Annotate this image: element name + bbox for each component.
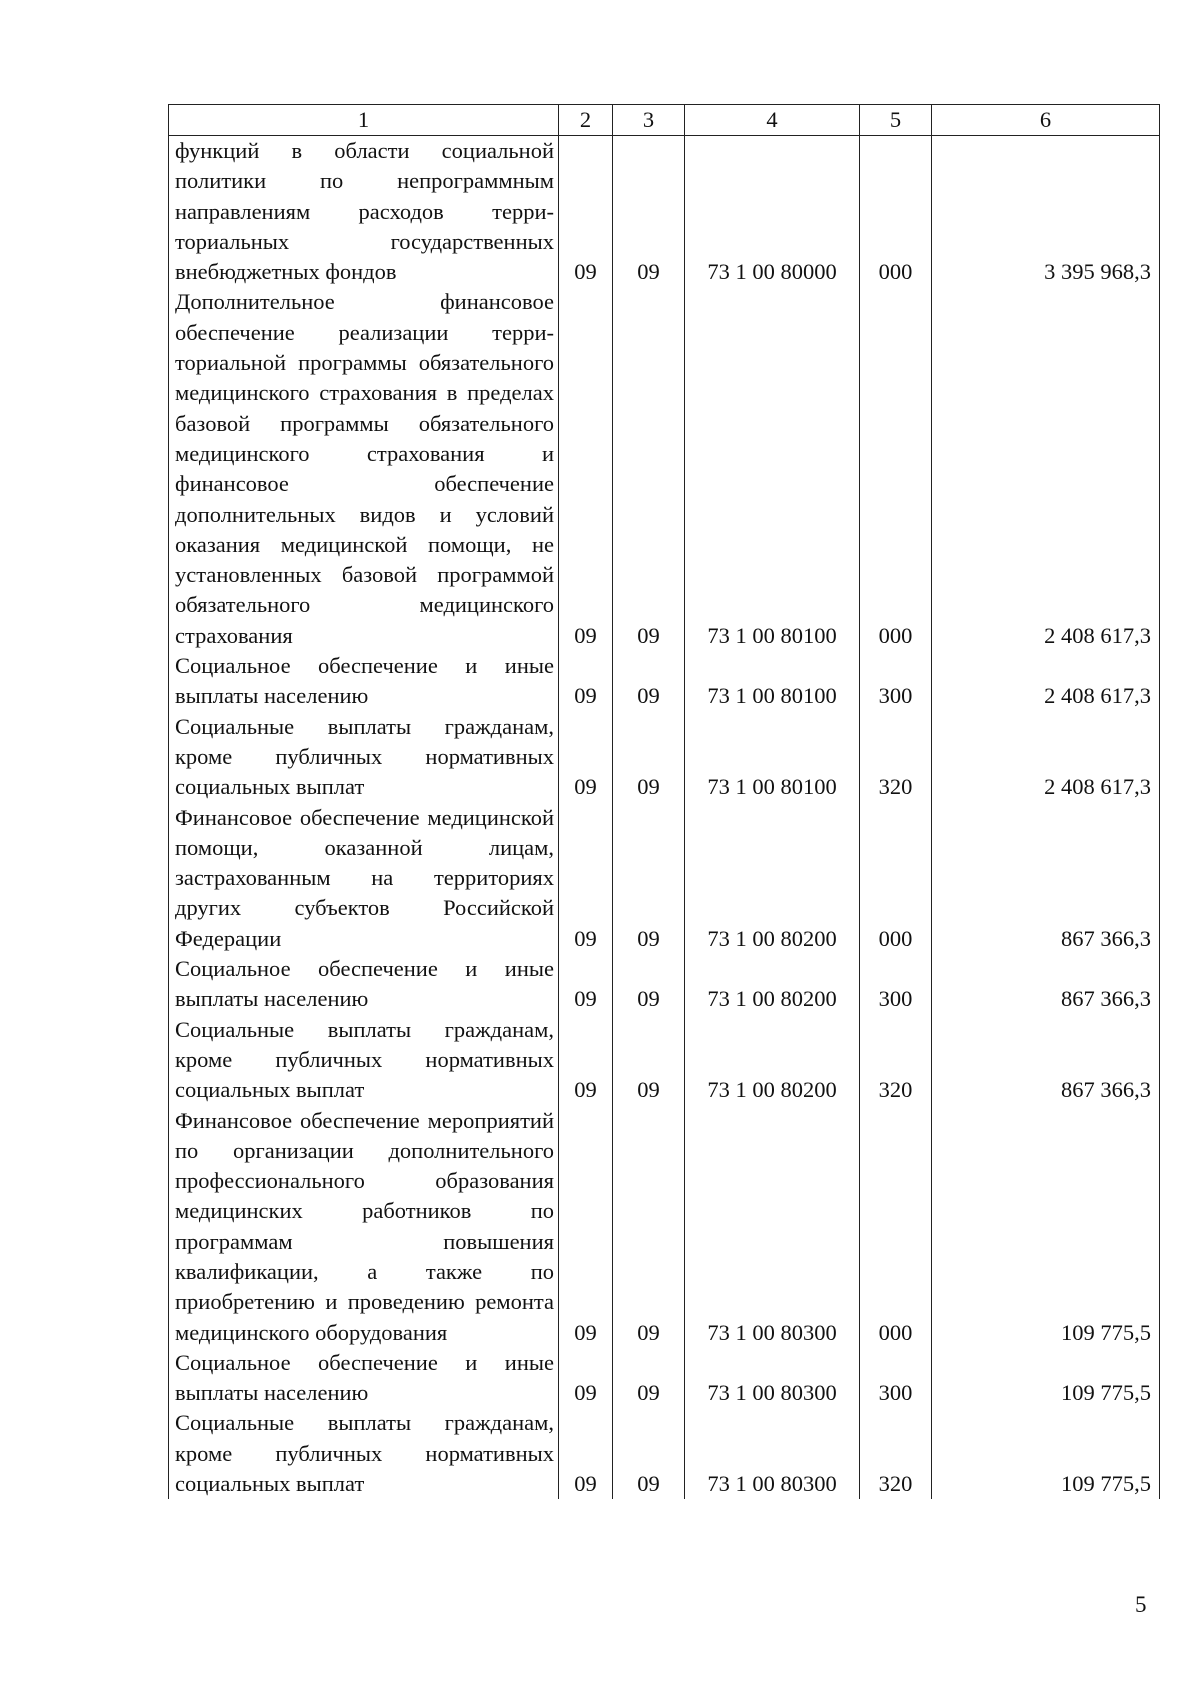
section-code: 09 (559, 712, 613, 803)
table-row (169, 954, 1160, 1015)
section-code: 09 (559, 803, 613, 954)
subsection-code: 09 (613, 712, 685, 803)
table-header-row (169, 105, 1160, 136)
expense-type-code: 320 (860, 1408, 932, 1499)
subsection-code: 09 (613, 287, 685, 651)
amount: 2 408 617,3 (932, 712, 1160, 803)
column-header: 1 (169, 105, 559, 136)
table-row (169, 287, 1160, 651)
section-code: 09 (559, 1015, 613, 1106)
target-article-code: 73 1 00 80100 (685, 287, 860, 651)
expense-type-code: 320 (860, 1015, 932, 1106)
target-article-code: 73 1 00 80200 (685, 803, 860, 954)
target-article-code: 73 1 00 80300 (685, 1348, 860, 1409)
expense-type-code: 300 (860, 1348, 932, 1409)
row-name: Финансовое обеспечение медицинской помощи, оказанной лицам, застрахованным на территориях других субъектов Российской Федерации (169, 803, 559, 954)
section-code: 09 (559, 651, 613, 712)
target-article-code: 73 1 00 80300 (685, 1408, 860, 1499)
column-header: 2 (559, 105, 613, 136)
amount: 867 366,3 (932, 803, 1160, 954)
expense-type-code: 000 (860, 287, 932, 651)
subsection-code: 09 (613, 803, 685, 954)
column-header: 5 (860, 105, 932, 136)
amount: 867 366,3 (932, 1015, 1160, 1106)
table-row (169, 651, 1160, 712)
row-name: Финансовое обеспечение мероприятий по организации дополнительного профессионального образования медицинских работников по программам повышения квалификации, а также по приобретению и проведению ремонта медицинского оборудования (169, 1106, 559, 1348)
table-row (169, 803, 1160, 954)
expense-type-code: 300 (860, 954, 932, 1015)
amount: 109 775,5 (932, 1106, 1160, 1348)
row-name: Социальное обеспечение и иные выплаты населению (169, 1348, 559, 1409)
row-name: Социальное обеспечение и иные выплаты населению (169, 954, 559, 1015)
row-name: Социальные выплаты гражданам, кроме публичных нормативных социальных выплат (169, 1408, 559, 1499)
target-article-code: 73 1 00 80100 (685, 651, 860, 712)
row-name: Социальные выплаты гражданам, кроме публичных нормативных социальных выплат (169, 1015, 559, 1106)
subsection-code: 09 (613, 1015, 685, 1106)
section-code: 09 (559, 136, 613, 288)
amount: 109 775,5 (932, 1408, 1160, 1499)
amount: 109 775,5 (932, 1348, 1160, 1409)
subsection-code: 09 (613, 1408, 685, 1499)
amount: 2 408 617,3 (932, 287, 1160, 651)
table-row (169, 1106, 1160, 1348)
section-code: 09 (559, 954, 613, 1015)
expense-type-code: 000 (860, 136, 932, 288)
target-article-code: 73 1 00 80300 (685, 1106, 860, 1348)
expense-type-code: 320 (860, 712, 932, 803)
row-name: функций в области социальной политики по непрограммным направлениям расходов территориальных государственных внебюджетных фондов (169, 136, 559, 288)
column-header: 4 (685, 105, 860, 136)
amount: 867 366,3 (932, 954, 1160, 1015)
subsection-code: 09 (613, 136, 685, 288)
row-name: Социальное обеспечение и иные выплаты населению (169, 651, 559, 712)
subsection-code: 09 (613, 954, 685, 1015)
column-header: 6 (932, 105, 1160, 136)
target-article-code: 73 1 00 80100 (685, 712, 860, 803)
target-article-code: 73 1 00 80200 (685, 954, 860, 1015)
column-header: 3 (613, 105, 685, 136)
amount: 2 408 617,3 (932, 651, 1160, 712)
target-article-code: 73 1 00 80000 (685, 136, 860, 288)
table-row (169, 1348, 1160, 1409)
subsection-code: 09 (613, 651, 685, 712)
section-code: 09 (559, 1408, 613, 1499)
row-name: Социальные выплаты гражданам, кроме публичных нормативных социальных выплат (169, 712, 559, 803)
expense-type-code: 000 (860, 803, 932, 954)
table-row (169, 136, 1160, 288)
table-row (169, 712, 1160, 803)
page-number: 5 (1135, 1592, 1147, 1617)
target-article-code: 73 1 00 80200 (685, 1015, 860, 1106)
section-code: 09 (559, 1348, 613, 1409)
expense-type-code: 000 (860, 1106, 932, 1348)
row-name: Дополнительное финансовое обеспечение реализации территориальной программы обязательного медицинского страхования в пределах базовой программы обязательного медицинского страхования и финансовое обеспечение дополнительных видов и условий оказания медицинской помощи, не установленных базовой программой обязательного медицинского страхования (169, 287, 559, 651)
amount: 3 395 968,3 (932, 136, 1160, 288)
section-code: 09 (559, 287, 613, 651)
subsection-code: 09 (613, 1106, 685, 1348)
table-row (169, 1015, 1160, 1106)
subsection-code: 09 (613, 1348, 685, 1409)
section-code: 09 (559, 1106, 613, 1348)
budget-table (168, 104, 1160, 1499)
table-row (169, 1408, 1160, 1499)
expense-type-code: 300 (860, 651, 932, 712)
